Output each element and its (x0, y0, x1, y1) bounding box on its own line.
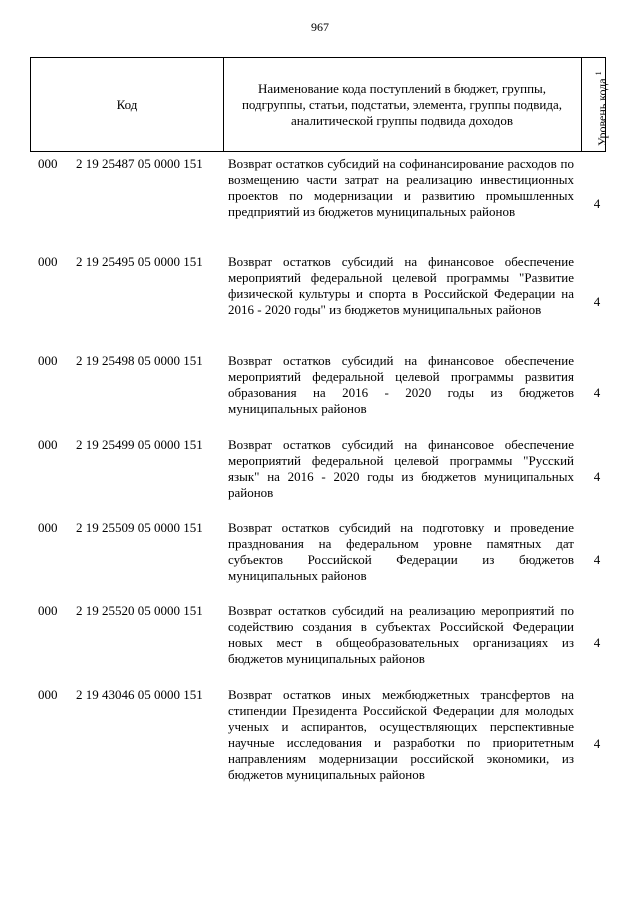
header-level-text (594, 56, 610, 146)
header-name-cell (223, 58, 582, 151)
code-level: 4 (593, 552, 601, 567)
budget-code: 2 19 25509 05 0000 151 (76, 520, 203, 535)
code-level: 4 (593, 196, 601, 211)
admin-code: 000 (38, 254, 58, 269)
code-level: 4 (593, 635, 601, 650)
admin-code: 000 (38, 156, 58, 171)
code-description: Возврат остатков иных межбюджетных трансфертов на стипендии Президента Российской Федерации для молодых ученых и аспирантов, осуществляющих перспективные научные исследования и разработки по приоритетным направлениям модернизации российской экономики, из бюджетов муниципальных районов (228, 687, 574, 782)
admin-code: 000 (38, 603, 58, 618)
budget-code: 2 19 25498 05 0000 151 (76, 353, 203, 368)
budget-code: 2 19 43046 05 0000 151 (76, 687, 203, 702)
code-level: 4 (593, 385, 601, 400)
header-code-cell (31, 58, 224, 151)
budget-code: 2 19 25487 05 0000 151 (76, 156, 203, 171)
code-description: Возврат остатков субсидий на реализацию мероприятий по содействию создания в субъектах Российской Федерации новых мест в общеобразовательных организациях из бюджетов муниципальных районов (228, 603, 574, 666)
budget-code: 2 19 25520 05 0000 151 (76, 603, 203, 618)
table-header (30, 57, 609, 152)
code-description: Возврат остатков субсидий на финансовое обеспечение мероприятий федеральной целевой программы "Развитие физической культуры и спорта в Российской Федерации на 2016 - 2020 годы" из бюджетов муниципальных районов (228, 254, 574, 317)
header-level-footnote: 1 (594, 71, 603, 76)
header-level-label: Уровень кода (595, 78, 609, 146)
admin-code: 000 (38, 353, 58, 368)
code-level: 4 (593, 469, 601, 484)
budget-code: 2 19 25495 05 0000 151 (76, 254, 203, 269)
code-description: Возврат остатков субсидий на финансовое обеспечение мероприятий федеральной целевой программы развития образования на 2016 - 2020 годы из бюджетов муниципальных районов (228, 353, 574, 416)
admin-code: 000 (38, 520, 58, 535)
header-code-label: Код (116, 96, 138, 112)
budget-code: 2 19 25499 05 0000 151 (76, 437, 203, 452)
code-level: 4 (593, 294, 601, 309)
code-description: Возврат остатков субсидий на подготовку и проведение празднования на федеральном уровне памятных дат субъектов Российской Федерации из бюджетов муниципальных районов (228, 520, 574, 583)
code-description: Возврат остатков субсидий на финансовое обеспечение мероприятий федеральной целевой программы "Русский язык" на 2016 - 2020 годы из бюджетов муниципальных районов (228, 437, 574, 500)
code-level: 4 (593, 736, 601, 751)
code-description: Возврат остатков субсидий на софинансирование расходов по возмещению части затрат на реализацию инвестиционных проектов по модернизации и развитию промышленных предприятий из бюджетов муниципальных районов (228, 156, 574, 219)
header-level-cell (582, 58, 609, 151)
page-number: 967 (311, 20, 329, 34)
admin-code: 000 (38, 687, 58, 702)
header-name-label: Наименование кода поступлений в бюджет, группы, подгруппы, статьи, подстатьи, элемента, группы подвида, аналитической группы подвида доходов (241, 80, 563, 128)
admin-code: 000 (38, 437, 58, 452)
